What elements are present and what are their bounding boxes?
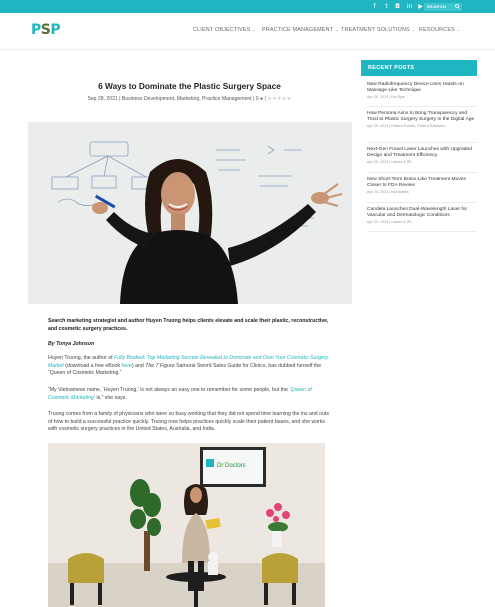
recent-post-title[interactable]: New Radiofrequency Device Uses Hands-on Massage-Like Technique [367, 82, 464, 94]
recent-post-title[interactable]: Candela Launches Dual-Wavelength Laser for Vascular and Dermatologic Conditions [367, 207, 468, 219]
rating-stars[interactable]: ★★★★★ [267, 96, 292, 102]
nav-resources[interactable]: RESOURCES ⌄ [419, 27, 461, 33]
tv-screen-text: Dr Doctors [217, 463, 246, 469]
chevron-down-icon: ⌄ [411, 27, 416, 32]
divider [367, 231, 477, 232]
chevron-down-icon: ⌄ [252, 27, 257, 32]
recent-post-3[interactable] [367, 147, 477, 164]
recent-post-title[interactable]: New Short-Term Botox-Like Treatment Moves Closer to FDA Review [367, 177, 466, 189]
divider [367, 202, 477, 203]
chevron-down-icon: ⌄ [456, 27, 461, 32]
recent-post-meta: Apr 23, 2024 | Lasers & IPL [367, 220, 413, 225]
ebook-download-link[interactable]: here [121, 362, 132, 369]
search-label: SEARCH [427, 4, 447, 9]
article-paragraph-1: Huyen Truong, the author of Fully Booked: Top Marketing Secrets Revealed to Dominate and Own Your Cosmetic Surgery Market (download a free eBook here) and The 7 Figure Samurai Sword Sales Guide for Clinics, has dubbed herself the “Queen of Cosmetic Marketing.” [48, 355, 329, 376]
recent-post-meta: Apr 29, 2024 | Patient Portals, Patient Relations [367, 124, 446, 129]
recent-post-4[interactable] [367, 177, 477, 194]
recent-post-5[interactable] [367, 207, 477, 224]
book-link[interactable]: Fully Booked: Top Marketing Secrets Revealed to Dominate and Own Your Cosmetic Surgery Market [48, 355, 329, 369]
twitter-icon[interactable]: t [385, 3, 388, 10]
facebook-icon[interactable]: f [373, 3, 376, 10]
article-byline: By Tonya Johnson [48, 341, 95, 347]
article-meta: Sep 28, 2021 | Business Development, Marketing, Practice Management | 0 ● | ★★★★★ [87, 96, 292, 102]
recent-posts-heading: RECENT POSTS [361, 60, 477, 76]
article-paragraph-2: “My Vietnamese name, ‘Huyen Truong,’ is not always an easy one to remember for some people, but the ‘Queen of Cosmetic Marketing’ is,” she says. [48, 387, 312, 401]
article-paragraph-3: Truong comes from a family of physicians who were so busy working that they did not spend time learning the ins and outs of how to build a successful practice quickly. Truong now helps practices quickly scale their patient bases, and she works with cosmetic surgery practices in the United States, Australia, and India. [48, 411, 329, 432]
top-bar [0, 0, 495, 13]
nav-client-objectives[interactable]: CLIENT OBJECTIVES ⌄ [193, 27, 257, 33]
youtube-icon[interactable]: ▶ [418, 3, 423, 10]
search-icon[interactable] [455, 4, 460, 9]
nav-practice-management[interactable]: PRACTICE MANAGEMENT ⌄ [262, 27, 339, 33]
recent-post-meta: Apr 26, 2024 | Lasers & IPL [367, 160, 413, 165]
divider [367, 172, 477, 173]
nav-treatment-solutions[interactable]: TREATMENT SOLUTIONS ⌄ [341, 27, 416, 33]
article-photo-studio [48, 443, 325, 607]
recent-post-2[interactable] [367, 111, 477, 128]
recent-post-meta: Apr 30, 2024 | Hot Spa [367, 95, 405, 100]
recent-post-1[interactable] [367, 82, 477, 99]
instagram-icon[interactable]: ◘ [395, 3, 400, 10]
article-lead: Search marketing strategist and author Huyen Truong helps clients elevate and scale their plastic, reconstructive, and cosmetic surgery practices. [48, 318, 329, 332]
recent-post-title[interactable]: How Persona Aims to Bring Transparency and Trust to Plastic Surgery Surgery in the Digital Age [367, 111, 475, 123]
queen-of-cosmetic-marketing-link[interactable]: ‘Queen of Cosmetic Marketing’ [48, 387, 312, 401]
divider [367, 142, 477, 143]
header-divider [0, 49, 495, 50]
search-input[interactable] [424, 3, 462, 11]
article-title: 6 Ways to Dominate the Plastic Surgery Space [98, 81, 281, 91]
chevron-down-icon: ⌄ [334, 27, 339, 32]
site-logo[interactable]: P S P [31, 22, 61, 38]
recent-post-meta: Apr 25, 2024 | Injectables [367, 190, 409, 195]
hero-image [28, 122, 352, 304]
recent-post-title[interactable]: Next-Gen Fraxel Laser Launches with Upgraded Design and Treatment Efficiency [367, 147, 472, 159]
linkedin-icon[interactable]: in [406, 3, 413, 10]
divider [367, 106, 477, 107]
